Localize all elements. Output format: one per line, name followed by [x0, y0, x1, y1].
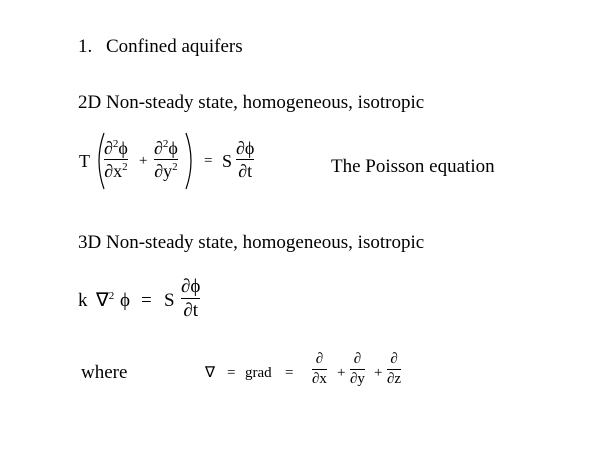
heading-2d: 2D Non-steady state, homogeneous, isotropic	[78, 92, 425, 113]
where-label: where	[81, 362, 128, 383]
coef-k: k	[78, 290, 88, 311]
fraction-dphi-dt: ∂ϕ ∂t	[236, 138, 255, 181]
plus-sign-2: +	[374, 365, 383, 381]
right-paren	[184, 131, 196, 191]
plus-sign: +	[139, 153, 148, 169]
equals-sign-3d: =	[141, 290, 152, 311]
poisson-equation-label: The Poisson equation	[331, 156, 495, 177]
fraction-d-dx: ∂ ∂x	[312, 351, 327, 387]
nabla-symbol: ∇	[205, 365, 216, 381]
plus-sign-1: +	[337, 365, 346, 381]
equals-sign-1: =	[227, 365, 236, 381]
fraction-d2phi-dy2: ∂$^2$ϕ $\partial y^2$	[154, 138, 178, 181]
equals-sign-2: =	[285, 365, 294, 381]
phi: ϕ	[120, 290, 131, 311]
fraction-d-dz: ∂ ∂z	[387, 351, 402, 387]
grad-text: grad	[245, 365, 272, 381]
coef-S: S	[222, 151, 233, 171]
section-title: Confined aquifers	[106, 36, 243, 57]
coef-S-3d: S	[164, 290, 175, 311]
fraction-d-dy: ∂ ∂y	[350, 351, 365, 387]
coef-T: T	[79, 151, 90, 171]
equals-sign: =	[204, 153, 213, 169]
fraction-d2phi-dx2: ∂$^2$ϕ $\partial x^2$	[104, 138, 128, 181]
section-number: 1.	[78, 36, 93, 57]
fraction-dphi-dt-3d: ∂ϕ ∂t	[181, 276, 201, 321]
nabla-squared: ∇$^2$	[96, 290, 115, 311]
heading-3d: 3D Non-steady state, homogeneous, isotropic	[78, 232, 425, 253]
